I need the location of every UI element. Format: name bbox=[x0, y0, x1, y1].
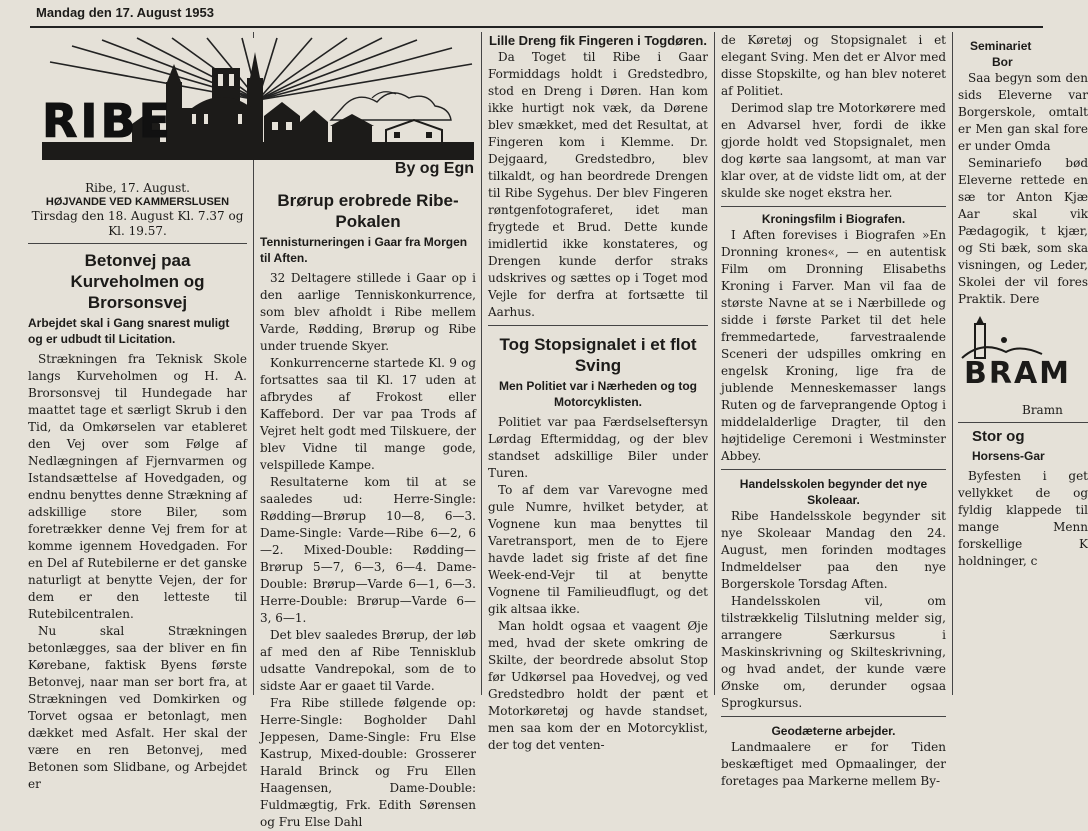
column-3 bbox=[488, 32, 708, 754]
column-rule bbox=[481, 32, 482, 695]
headline-togdoren: Lille Dreng fik Fingeren i Togdøren. bbox=[489, 33, 707, 48]
place-date: Ribe, 17. August. bbox=[85, 181, 190, 195]
headline-kroningsfilm: Kroningsfilm i Biografen. bbox=[761, 212, 906, 226]
page-dateline: Mandag den 17. August 1953 bbox=[36, 5, 214, 20]
bramming-logo bbox=[958, 316, 1088, 394]
article-paragraph: Politiet var paa Færdselseftersyn Lørdag Eftermiddag, og der blev standset adskillige Biler under Turen. bbox=[488, 415, 708, 480]
article-paragraph: Byfesten i get vellykket de og fyldig klappede til mange Menn forskellige K holdninger, c bbox=[958, 469, 1088, 568]
divider bbox=[721, 206, 946, 207]
divider bbox=[488, 325, 708, 326]
headline-seminariet-line2: Bor bbox=[992, 55, 1013, 69]
divider bbox=[721, 716, 946, 717]
headline-betonvej: Betonvej paa Kurveholmen og Brorsonsvej bbox=[70, 251, 205, 312]
subhead-stopsignal: Men Politiet var i Nærheden og tog Motorcyklisten. bbox=[498, 379, 698, 409]
article-paragraph: 32 Deltagere stillede i Gaar op i den aarlige Tenniskonkurrence, som blev afholdt i Ribe mellem Varde, Rødding, Brørup og Ribe under truende Skyer. bbox=[260, 271, 476, 353]
column-4 bbox=[721, 32, 946, 790]
column-rule bbox=[714, 32, 715, 695]
bramming-logo-text: BRAM bbox=[964, 356, 1072, 391]
top-rule bbox=[30, 26, 1043, 28]
article-paragraph: Man holdt ogsaa et vaagent Øje med, hvad der skete omkring de Skilte, der beordrede absolut Stop før Udkørsel paa Hovedvej, og ved Gredstedbro holdt der pænt et Motorkøretøj og havde standset, men saa kom der en Motorcyklist, der tog det venten- bbox=[488, 619, 708, 752]
lock-times: Tirsdag den 18. August Kl. 7.37 og Kl. 19.57. bbox=[31, 209, 244, 238]
article-paragraph: de Køretøj og Stopsignalet i et elegant Sving. Men det er Alvor med disse Stopskilte, og han blev noteret af Politiet. bbox=[721, 33, 946, 98]
headline-stor-og: Stor og bbox=[972, 428, 1025, 445]
column-1 bbox=[28, 181, 247, 793]
article-paragraph: Handelsskolen vil, om tilstrækkelig Tilslutning melder sig, arrangere Særkursus i Maskinskrivning og Skilteskrivning, og hvad andet, der kunde være Ønske om, derunder ogsaa Sprogkursus. bbox=[721, 594, 946, 710]
headline-seminariet: Seminariet bbox=[970, 39, 1032, 53]
headline-geodaeterne: Geodæterne arbejder. bbox=[771, 724, 896, 738]
column-rule bbox=[952, 32, 953, 695]
lock-title: HØJVANDE VED KAMMERSLUSEN bbox=[45, 196, 230, 208]
column-2 bbox=[260, 190, 476, 831]
article-paragraph: To af dem var Varevogne med gule Numre, hvilket betyder, at Vognene kun maa benyttes til Varetransport, men de to Ejere havde ladet sig friste af det fine Week-end-Vejr til at benytte Vognene til Familieudflugt, og det gik altsaa ikke. bbox=[488, 483, 708, 616]
article-paragraph: Det blev saaledes Brørup, der løb af med den af Ribe Tennisklub udsatte Vandrepokal, som de to sidste Aar er gaaet til Varde. bbox=[260, 628, 476, 693]
masthead-title: RIBE bbox=[42, 94, 174, 148]
article-paragraph: Landmaalere er for Tiden beskæftiget med Opmaalinger, der foretages paa Markerne mellem By- bbox=[721, 740, 946, 788]
article-paragraph: Derimod slap tre Motorkørere med en Advarsel hver, fordi de ikke gjorde holdt ved Stopsignalet, men dog kørte saa langsomt, at man var klar over, at de vidste lidt om, at der skulde ske noget ekstra her. bbox=[721, 101, 946, 200]
article-paragraph: Seminariefo bød Eleverne rettede en sæ tor Anton Kjæ Aar skal vik Pædagogik, t kjær, og Sti bæk, som ska visningen, og Leder, Skolei der vil fores Praktik. Dere bbox=[958, 156, 1088, 306]
subhead-betonvej: Arbejdet skal i Gang snarest muligt og er udbudt til Licitation. bbox=[28, 316, 230, 346]
article-paragraph: Ribe Handelsskole begynder sit nye Skoleaar Mandag den 24. August, men forinden modtages Indmeldelser paa den nye Borgerskole Torsdag Aften. bbox=[721, 509, 946, 591]
divider bbox=[721, 469, 946, 470]
subhead-tennis: Tennisturneringen i Gaar fra Morgen til Aften. bbox=[260, 235, 468, 265]
bramming-caption: Bramn bbox=[1022, 403, 1063, 417]
masthead bbox=[42, 38, 474, 190]
article-paragraph: Fra Ribe stillede følgende op: Herre-Single: Bogholder Dahl Jeppesen, Dame-Single: Fru Else Kastrup, Mixed-double: Grosserer Harald Brinck og Fru Ellen Haagensen, Dame-Double: Fuldmægtig, Frk. Edith Sørensen og Fru Else Dahl bbox=[260, 696, 476, 829]
headline-handelsskolen: Handelsskolen begynder det nye Skoleaar. bbox=[739, 477, 928, 507]
article-paragraph: Strækningen fra Teknisk Skole langs Kurveholmen og H. A. Brorsonsvej til Hundegade har maattet tage et særligt Skrub i den Tid, da Omkørselen var etableret den Vej over som Følge af Nedlægningen af Fjernvarmen og Istandsættelse af Hovedgaden, og endnu benyttes denne Strækning af adskillige store Biler, som foretrækker denne Vej frem for at komme igennem Hovedgaden. For en Del af Rutebilerne er det ganske naturligt at benytte Vejen, der for dem er den letteste til Rutebilcentralen. bbox=[28, 352, 247, 621]
subhead-horsens: Horsens-Gar bbox=[972, 449, 1045, 463]
headline-stopsignal: Tog Stopsignalet i et flot Sving bbox=[499, 335, 697, 375]
column-5 bbox=[958, 38, 1088, 570]
article-paragraph: Konkurrencerne startede Kl. 9 og fortsattes saa til Kl. 17 uden at afbrydes af Frokost eller Kaffebord. Der var paa Trods af Vejret helt godt med Tilskuere, der blev Vidne til mange gode, velspillede Kampe. bbox=[260, 356, 476, 472]
article-paragraph: Da Toget til Ribe i Gaar Formiddags holdt i Gredstedbro, stod en Dreng i Døren. Han kom ikke hurtigt nok væk, da Dørene blev smækket, med det Resultat, at Fingeren kom i Klemme. Dr. Dejgaard, Gredstedbro, blev tilkaldt, og han beordrede Drengen til Ribe Sygehus. Der blev Fingeren røntgenfotograferet, idet man frygtede et Brud. Dette kunde imidlertid ikke konstateres, og Drengen kunde derfor straks udskrives og sættes op i Toget mod Vejle for derfra at fortsætte til Aarhus. bbox=[488, 50, 708, 319]
divider bbox=[958, 422, 1088, 423]
article-paragraph: Saa begyn som den sids Eleverne var Borgerskole, omtalt er Men gan skal fore er under Omda bbox=[958, 71, 1088, 153]
divider bbox=[28, 243, 247, 244]
article-paragraph: Resultaterne kom til at se saaledes ud: Herre-Single: Rødding—Brørup 10—8, 6—3. Dame-Single: Varde—Ribe 6—2, 6—2. Mixed-Double: Rødding—Brørup 5—7, 6—3, 6—4. Dame-Double: Brørup—Varde 6—1, 6—3. Herre-Double: Brørup—Varde 6—3, 6—1. bbox=[260, 475, 476, 625]
headline-tennis: Brørup erobrede Ribe-Pokalen bbox=[277, 191, 459, 231]
masthead-subtitle: By og Egn bbox=[394, 160, 474, 177]
article-paragraph: Nu skal Strækningen betonlægges, saa der bliver en fin Kørebane, faktisk Byens første Betonvej, naar man ser bort fra, at Strækningen ved Domkirken og Torvet ogsaa er betonlagt, men dækket med Asfalt. Her skal der være en ren Betonvej, med Betonen som Slidbane, og Arbejdet er bbox=[28, 624, 247, 791]
article-paragraph: I Aften forevises i Biografen »En Dronning krones«, — en autentisk Film om Dronning Elisabeths Kroning i Farver. Man vil faa de største Navne at se i Nærbillede og sidde i første Parket til det hele fremmedartede, farvestraalende Sceneri der udspilles omkring en engelsk Kroning, lige fra de jublende Menneskemasser langs Ruten og de farveprangende Optog i middelalderlige Dragter, til den højtidelige Ceremoni i Westminster Abbey. bbox=[721, 228, 946, 463]
